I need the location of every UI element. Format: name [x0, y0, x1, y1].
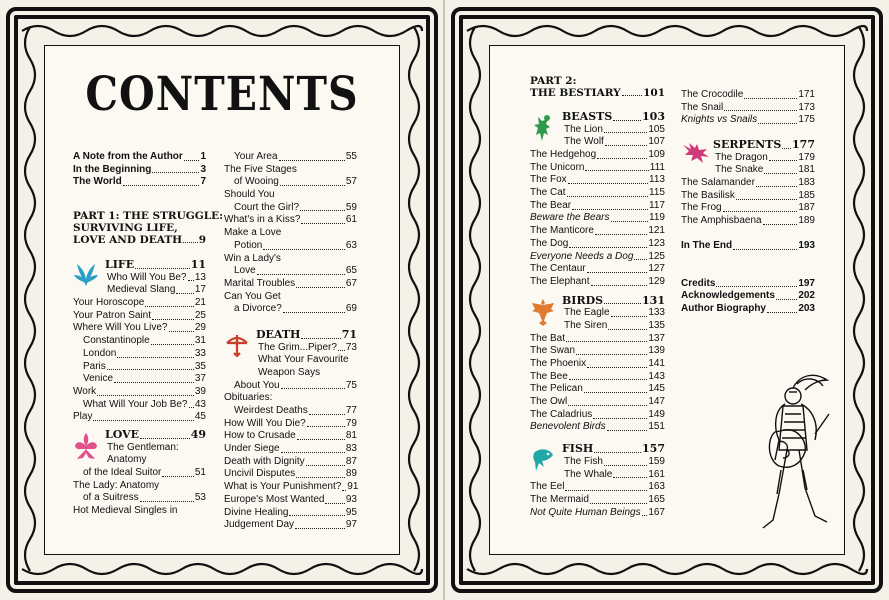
- toc-entry: Divine Healing 95: [224, 506, 357, 518]
- toc-entry: The World 7: [73, 176, 206, 188]
- toc-text: Make a Love: [224, 227, 282, 239]
- section-death: DEATH 71 The Grim...Piper? 73 What Your Favourite Weapon Says: [224, 329, 357, 380]
- toc-entry: The Phoenix 141: [530, 358, 665, 370]
- toc-entry: Weirdest Deaths 77: [234, 405, 357, 417]
- toc-entry: London 33: [83, 347, 206, 359]
- toc-entry: The Centaur 127: [530, 263, 665, 275]
- right-page: [445, 0, 889, 600]
- toc-entry: Under Siege 83: [224, 443, 357, 455]
- dragon-icon: [681, 141, 711, 165]
- toc-entry: The Cat 115: [530, 187, 665, 199]
- toc-entry: Beware the Bears 119: [530, 212, 665, 224]
- toc-entry: Author Biography 203: [681, 302, 815, 314]
- part-heading: PART 2: THE BESTIARY 101: [530, 75, 665, 99]
- toc-entry: In the Beginning 3: [73, 163, 206, 175]
- toc-entry: Where Will You Live? 29: [73, 322, 206, 334]
- toc-entry: Your Area 55: [234, 150, 357, 162]
- toc-entry: The Hedgehog 109: [530, 149, 665, 161]
- toc-entry: The Manticore 121: [530, 225, 665, 237]
- toc-entry: The Whale 161: [564, 468, 665, 480]
- section-serpents: SERPENTS 177 The Dragon 179 The Snake 181: [681, 139, 815, 177]
- toc-entry: Judgement Day 97: [224, 519, 357, 531]
- toc-entry: A Note from the Author 1: [73, 150, 206, 162]
- toc-entry: The Owl 147: [530, 396, 665, 408]
- toc-entry: How to Crusade 81: [224, 430, 357, 442]
- toc-text: The Five Stages: [224, 163, 297, 175]
- toc-entry: Court the Girl? 59: [234, 201, 357, 213]
- leaf-icon: [73, 261, 99, 287]
- toc-entry: Potion 63: [234, 239, 357, 251]
- knight-illustration: [745, 370, 845, 535]
- toc-entry: Marital Troubles 67: [224, 277, 357, 289]
- part-heading: PART 1: THE STRUGGLE: SURVIVING LIFE, LOVE AND DEATH 9: [73, 210, 223, 247]
- section-love: LOVE 49 The Gentleman: Anatomy: [73, 429, 206, 467]
- toc-entry: What is Your Punishment? 91: [224, 481, 359, 493]
- toc-text: The Gentleman:: [107, 441, 179, 453]
- toc-text: Should You: [224, 189, 275, 201]
- toc-entry: Work 39: [73, 385, 206, 397]
- toc-entry: The Siren 135: [564, 319, 665, 331]
- toc-entry: Credits 197: [681, 277, 815, 289]
- toc-entry: The Basilisk 185: [681, 189, 815, 201]
- toc-entry: Your Patron Saint 25: [73, 309, 206, 321]
- toc-text: The Lady: Anatomy: [73, 479, 160, 491]
- toc-entry: About You 75: [234, 379, 357, 391]
- page-title: CONTENTS: [85, 66, 359, 122]
- contents-column-1: [73, 150, 223, 518]
- toc-text: Win a Lady's: [224, 252, 281, 264]
- toc-entry: What's in a Kiss? 61: [224, 214, 357, 226]
- toc-entry: The Salamander 183: [681, 177, 815, 189]
- toc-entry: The Caladrius 149: [530, 408, 665, 420]
- toc-entry: The Amphisbaena 189: [681, 215, 815, 227]
- toc-text: What Your Favourite: [258, 354, 349, 366]
- toc-entry: In The End 193: [681, 239, 815, 251]
- toc-entry: The Unicorn 111: [530, 161, 665, 173]
- toc-entry: How Will You Die? 79: [224, 417, 357, 429]
- toc-entry: The Grim...Piper? 73: [258, 341, 357, 353]
- fleur-icon: [73, 431, 99, 461]
- toc-entry: The Snake 181: [715, 164, 815, 176]
- toc-entry: Who Will You Be? 13: [107, 271, 206, 283]
- toc-entry: Not Quite Human Beings 167: [530, 506, 665, 518]
- toc-entry: The Dog 123: [530, 237, 665, 249]
- toc-entry: Medieval Slang 17: [107, 284, 206, 296]
- toc-entry: What Will Your Job Be? 43: [83, 398, 206, 410]
- toc-entry: Knights vs Snails 175: [681, 114, 815, 126]
- toc-entry: Venice 37: [83, 373, 206, 385]
- toc-entry: The Pelican 145: [530, 383, 665, 395]
- toc-entry: The Swan 139: [530, 345, 665, 357]
- toc-entry: Everyone Needs a Dog 125: [530, 250, 665, 262]
- toc-entry: The Dragon 179: [715, 151, 815, 163]
- section-fish: FISH 157 The Fish 159 The Whale 161: [530, 443, 665, 481]
- toc-entry: Uncivil Disputes 89: [224, 468, 357, 480]
- toc-entry: The Snail 173: [681, 101, 815, 113]
- toc-entry: Benevolent Birds 151: [530, 421, 665, 433]
- toc-entry: The Eel 163: [530, 481, 665, 493]
- section-life: LIFE 11 Who Will You Be? 13 Medieval Slang 17: [73, 259, 206, 297]
- toc-entry: The Bat 137: [530, 332, 665, 344]
- beast-icon: [530, 113, 556, 143]
- toc-entry: The Eagle 133: [564, 307, 665, 319]
- contents-column-3: [530, 75, 665, 519]
- toc-entry: Death with Dignity 87: [224, 455, 357, 467]
- toc-entry: Paris 35: [83, 360, 206, 372]
- toc-entry: The Fox 113: [530, 174, 665, 186]
- eagle-icon: [530, 297, 556, 327]
- toc-entry: The Crocodile 171: [681, 88, 815, 100]
- toc-entry: Constantinople 31: [83, 335, 206, 347]
- toc-entry: The Mermaid 165: [530, 493, 665, 505]
- crossbow-icon: [224, 331, 250, 357]
- toc-entry: The Elephant 129: [530, 275, 665, 287]
- toc-text: Anatomy: [107, 454, 147, 466]
- toc-entry: of the Ideal Suitor 51: [83, 467, 206, 479]
- contents-column-4: [681, 89, 815, 316]
- section-beasts: BEASTS 103 The Lion 105 The Wolf 107: [530, 111, 665, 149]
- toc-entry: Love 65: [234, 265, 357, 277]
- toc-entry: The Frog 187: [681, 202, 815, 214]
- toc-entry: Europe's Most Wanted 93: [224, 493, 357, 505]
- toc-text: Weapon Says: [258, 367, 321, 378]
- toc-entry: of Wooing 57: [234, 176, 357, 188]
- toc-text: Obituaries:: [224, 392, 273, 404]
- toc-entry: Play 45: [73, 411, 206, 423]
- toc-entry: Your Horoscope 21: [73, 297, 206, 309]
- contents-column-2: [224, 151, 357, 532]
- toc-entry: The Bee 143: [530, 370, 665, 382]
- toc-entry: The Fish 159: [564, 455, 665, 467]
- toc-entry: The Bear 117: [530, 199, 665, 211]
- toc-text: Can You Get: [224, 290, 281, 302]
- toc-entry: Acknowledgements 202: [681, 290, 815, 302]
- toc-entry: The Lion 105: [564, 123, 665, 135]
- toc-entry: a Divorce? 69: [234, 303, 357, 315]
- toc-text: Hot Medieval Singles in: [73, 505, 178, 517]
- left-page: [0, 0, 444, 600]
- toc-entry: The Wolf 107: [564, 136, 665, 148]
- fish-icon: [530, 445, 556, 475]
- toc-entry: of a Suitress 53: [83, 492, 206, 504]
- section-birds: BIRDS 131 The Eagle 133 The Siren 135: [530, 295, 665, 333]
